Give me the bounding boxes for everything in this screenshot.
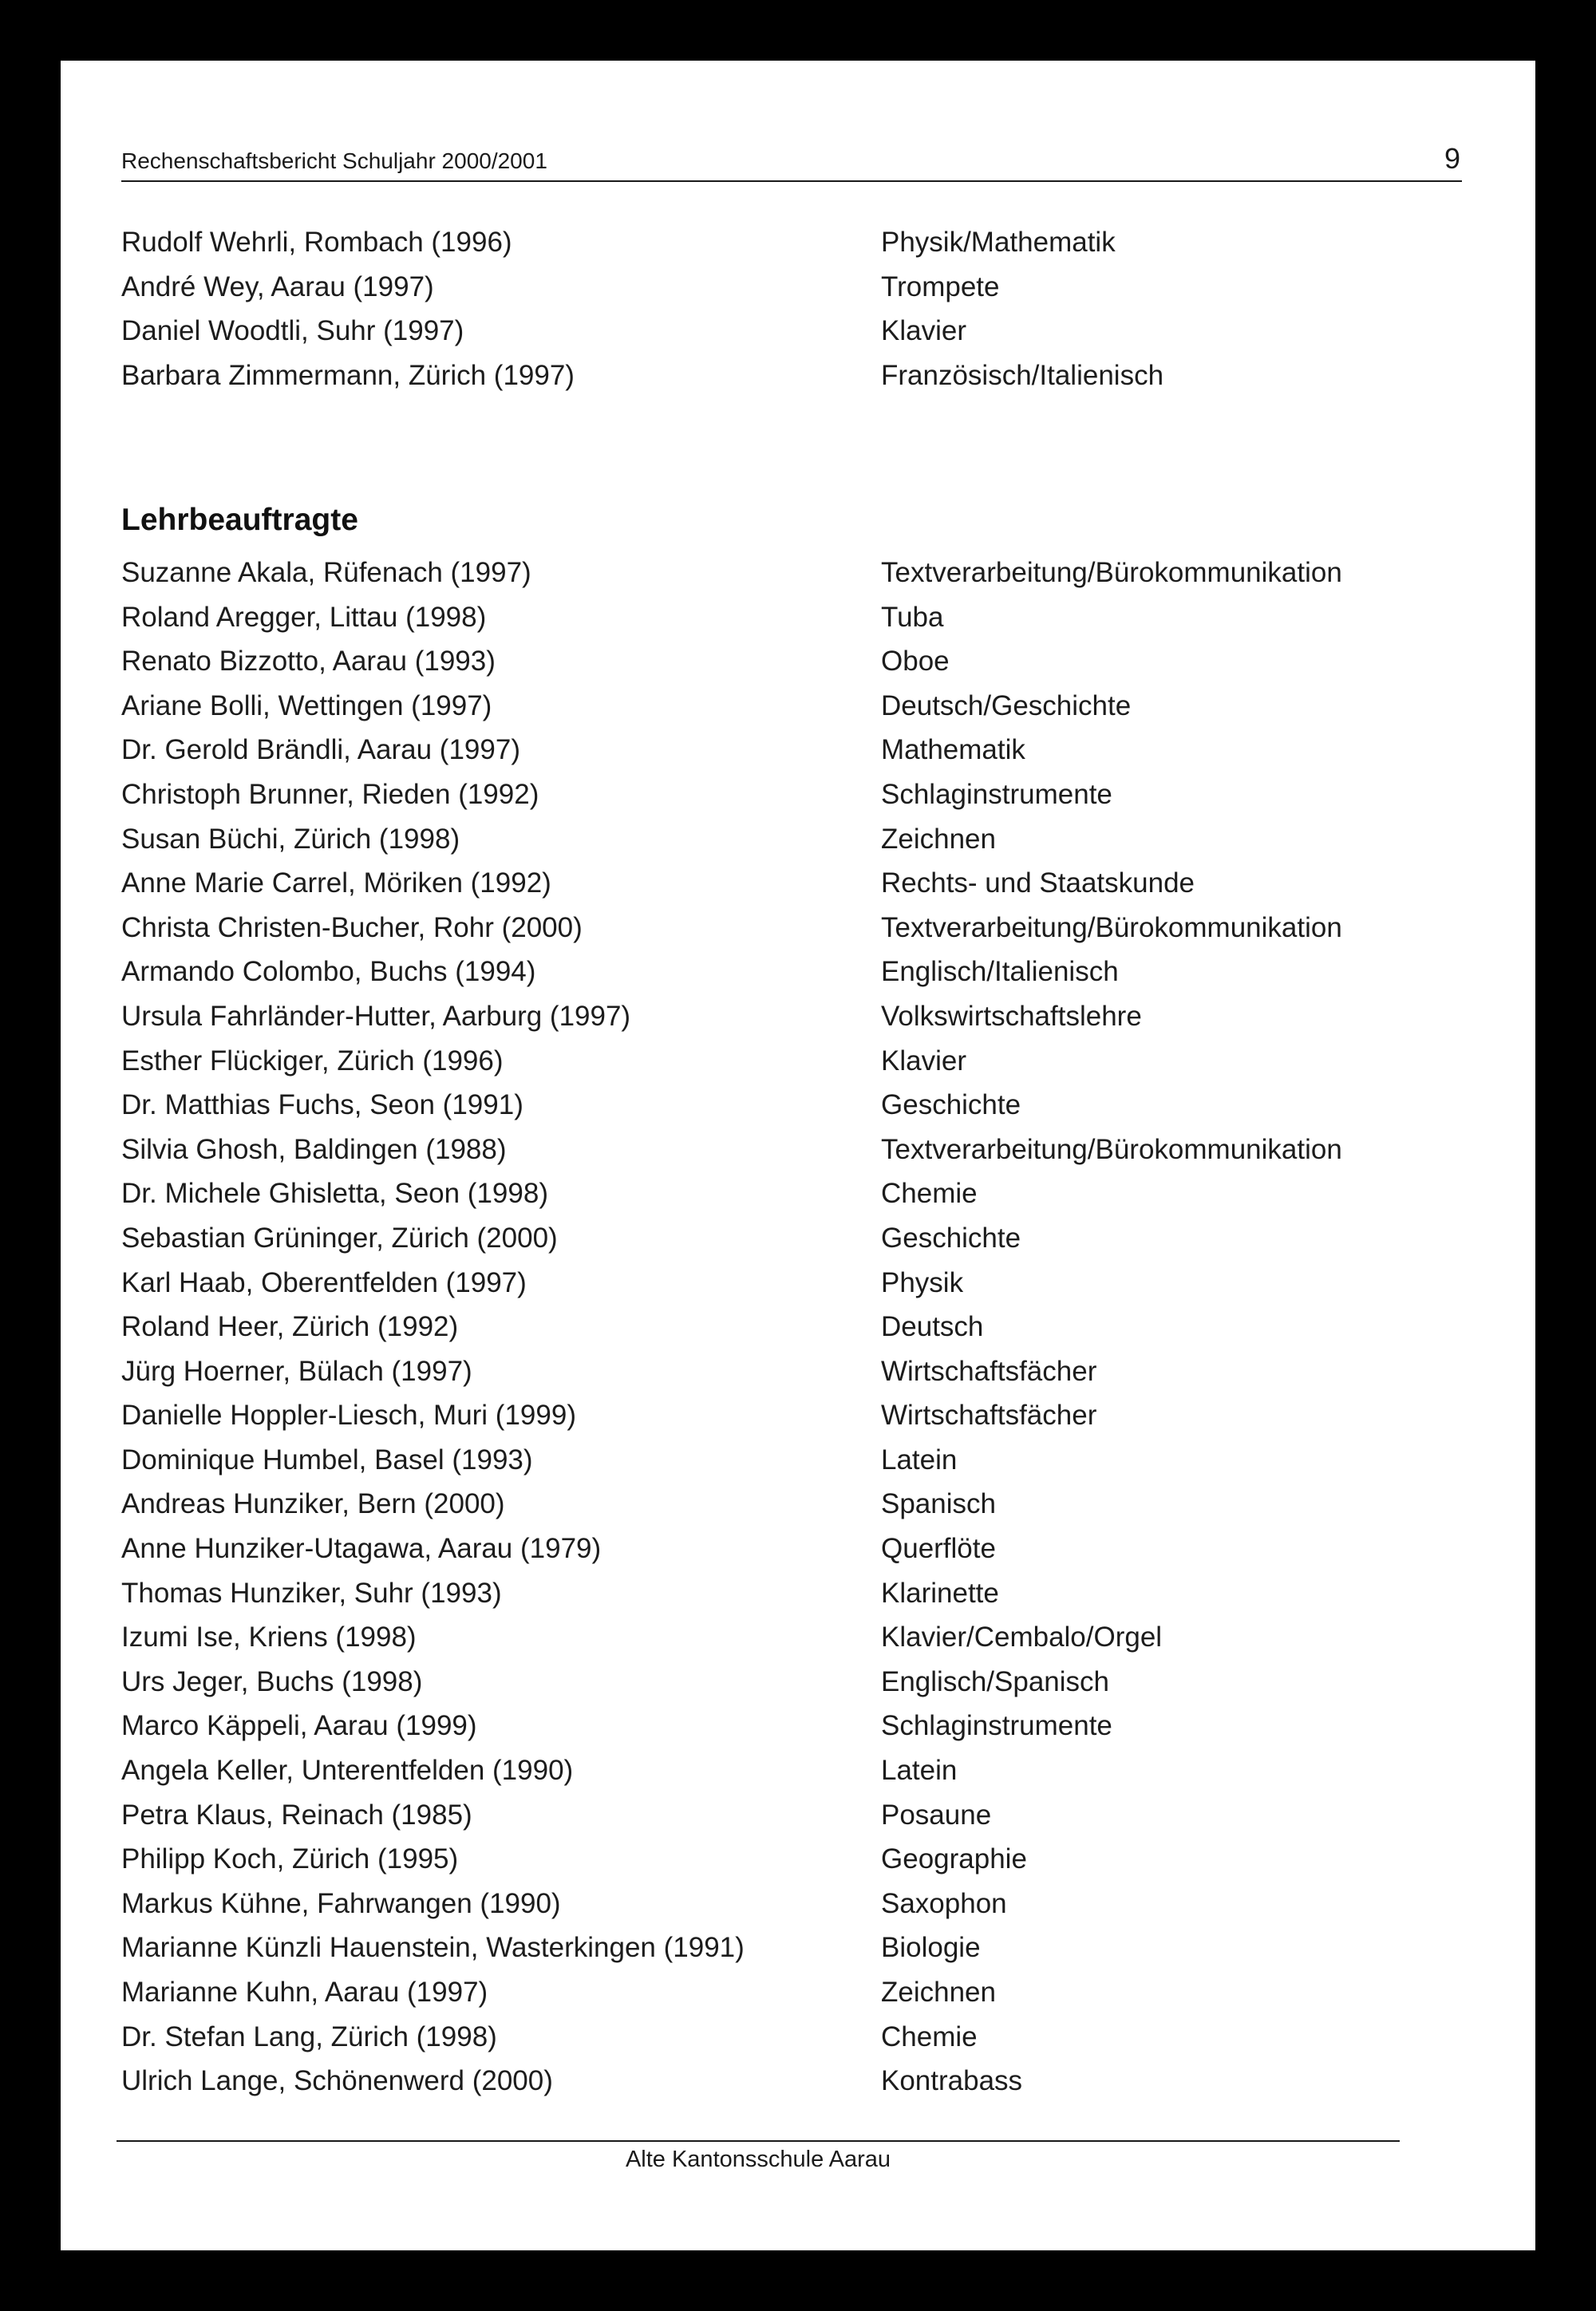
subject: Deutsch/Geschichte [881,689,1132,721]
list-item [121,861,1462,906]
person-name: Thomas Hunziker, Suhr (1993) [121,1577,502,1609]
person-name: Roland Aregger, Littau (1998) [121,601,487,633]
section-heading: Lehrbeauftragte [121,503,358,537]
subject: Biologie [881,1932,981,1964]
subject: Mathematik [881,734,1025,766]
person-name: Daniel Woodtli, Suhr (1997) [121,315,464,346]
subject: Geschichte [881,1089,1021,1121]
lehrbeauftragte-list [121,551,1462,2104]
list-item [121,551,1462,595]
list-item [121,265,1462,310]
person-name: Izumi Ise, Kriens (1998) [121,1622,417,1653]
list-item [121,1704,1462,1748]
document-page [61,61,1535,2250]
person-name: Karl Haab, Oberentfelden (1997) [121,1266,527,1298]
person-name: Renato Bizzotto, Aarau (1993) [121,646,496,677]
person-name: Esther Flückiger, Zürich (1996) [121,1045,504,1076]
subject: Klavier [881,1045,966,1076]
person-name: Ariane Bolli, Wettingen (1997) [121,689,492,721]
person-name: Marianne Künzli Hauenstein, Wasterkingen (1991) [121,1932,745,1964]
person-name: Anne Hunziker-Utagawa, Aarau (1979) [121,1533,602,1565]
list-item [121,1039,1462,1084]
list-item [121,2059,1462,2104]
person-name: Susan Büchi, Zürich (1998) [121,823,460,855]
list-item [121,950,1462,994]
list-item [121,817,1462,862]
person-name: Marco Käppeli, Aarau (1999) [121,1710,477,1742]
list-item [121,1393,1462,1438]
list-item [121,1527,1462,1571]
subject: Schlaginstrumente [881,1710,1112,1742]
subject: Deutsch [881,1311,984,1343]
footer-rule [117,2140,1400,2142]
subject: Physik [881,1266,964,1298]
person-name: André Wey, Aarau (1997) [121,271,434,302]
subject: Englisch/Spanisch [881,1665,1109,1697]
list-item [121,1660,1462,1705]
subject: Textverarbeitung/Bürokommunikation [881,557,1342,588]
person-name: Anne Marie Carrel, Möriken (1992) [121,867,551,899]
footer-school-name: Alte Kantonsschule Aarau [625,2147,891,2172]
list-item [121,1926,1462,1970]
list-item [121,309,1462,354]
person-name: Christa Christen-Bucher, Rohr (2000) [121,911,583,943]
subject: Klavier [881,315,966,346]
list-item [121,1349,1462,1394]
list-item [121,639,1462,684]
subject: Zeichnen [881,1977,996,2008]
subject: Textverarbeitung/Bürokommunikation [881,1133,1342,1165]
subject: Kontrabass [881,2065,1023,2097]
subject: Wirtschaftsfächer [881,1400,1097,1432]
subject: Tuba [881,601,944,633]
list-item [121,1970,1462,2015]
teacher-list-continued [121,220,1462,397]
subject: Klarinette [881,1577,999,1609]
person-name: Sebastian Grüninger, Zürich (2000) [121,1222,558,1254]
list-item [121,1837,1462,1882]
list-item [121,354,1462,398]
list-item [121,1438,1462,1483]
person-name: Armando Colombo, Buchs (1994) [121,956,536,988]
person-name: Dr. Gerold Brändli, Aarau (1997) [121,734,520,766]
subject: Latein [881,1444,958,1475]
person-name: Dr. Matthias Fuchs, Seon (1991) [121,1089,523,1121]
subject: Latein [881,1755,958,1787]
person-name: Dr. Stefan Lang, Zürich (1998) [121,2021,497,2052]
list-item [121,1793,1462,1838]
person-name: Ursula Fahrländer-Hutter, Aarburg (1997) [121,1000,631,1032]
person-name: Barbara Zimmermann, Zürich (1997) [121,359,575,391]
subject: Wirtschaftsfächer [881,1355,1097,1387]
person-name: Petra Klaus, Reinach (1985) [121,1799,472,1831]
report-title: Rechenschaftsbericht Schuljahr 2000/2001 [121,148,547,173]
person-name: Danielle Hoppler-Liesch, Muri (1999) [121,1400,576,1432]
page-number: 9 [1444,142,1460,175]
list-item [121,772,1462,817]
person-name: Dominique Humbel, Basel (1993) [121,1444,533,1475]
subject: Schlaginstrumente [881,778,1112,810]
subject: Textverarbeitung/Bürokommunikation [881,911,1342,943]
person-name: Christoph Brunner, Rieden (1992) [121,778,539,810]
list-item [121,1482,1462,1527]
list-item [121,1305,1462,1349]
person-name: Roland Heer, Zürich (1992) [121,1311,459,1343]
list-item [121,1748,1462,1793]
person-name: Urs Jeger, Buchs (1998) [121,1665,423,1697]
list-item [121,728,1462,772]
subject: Geographie [881,1843,1027,1875]
subject: Zeichnen [881,823,996,855]
person-name: Jürg Hoerner, Bülach (1997) [121,1355,472,1387]
list-item [121,2015,1462,2060]
person-name: Philipp Koch, Zürich (1995) [121,1843,459,1875]
list-item [121,1882,1462,1926]
subject: Englisch/Italienisch [881,956,1119,988]
list-item [121,906,1462,950]
list-item [121,1083,1462,1128]
list-item [121,1171,1462,1216]
person-name: Markus Kühne, Fahrwangen (1990) [121,1887,561,1919]
subject: Posaune [881,1799,992,1831]
subject: Querflöte [881,1533,996,1565]
subject: Trompete [881,271,1000,302]
subject: Geschichte [881,1222,1021,1254]
subject: Saxophon [881,1887,1007,1919]
page-header [121,136,1462,182]
person-name: Suzanne Akala, Rüfenach (1997) [121,557,531,588]
subject: Oboe [881,646,950,677]
list-item [121,1615,1462,1660]
person-name: Ulrich Lange, Schönenwerd (2000) [121,2065,553,2097]
list-item [121,1128,1462,1172]
subject: Chemie [881,2021,978,2052]
subject: Spanisch [881,1488,996,1520]
person-name: Andreas Hunziker, Bern (2000) [121,1488,505,1520]
subject: Klavier/Cembalo/Orgel [881,1622,1163,1653]
subject: Rechts- und Staatskunde [881,867,1195,899]
list-item [121,994,1462,1039]
subject: Chemie [881,1178,978,1210]
person-name: Rudolf Wehrli, Rombach (1996) [121,227,512,258]
person-name: Silvia Ghosh, Baldingen (1988) [121,1133,507,1165]
list-item [121,595,1462,640]
person-name: Angela Keller, Unterentfelden (1990) [121,1755,574,1787]
person-name: Marianne Kuhn, Aarau (1997) [121,1977,488,2008]
subject: Französisch/Italienisch [881,359,1164,391]
person-name: Dr. Michele Ghisletta, Seon (1998) [121,1178,548,1210]
list-item [121,1571,1462,1616]
subject: Physik/Mathematik [881,227,1116,258]
list-item [121,1261,1462,1306]
list-item [121,684,1462,729]
list-item [121,1216,1462,1261]
subject: Volkswirtschaftslehre [881,1000,1142,1032]
list-item [121,220,1462,265]
